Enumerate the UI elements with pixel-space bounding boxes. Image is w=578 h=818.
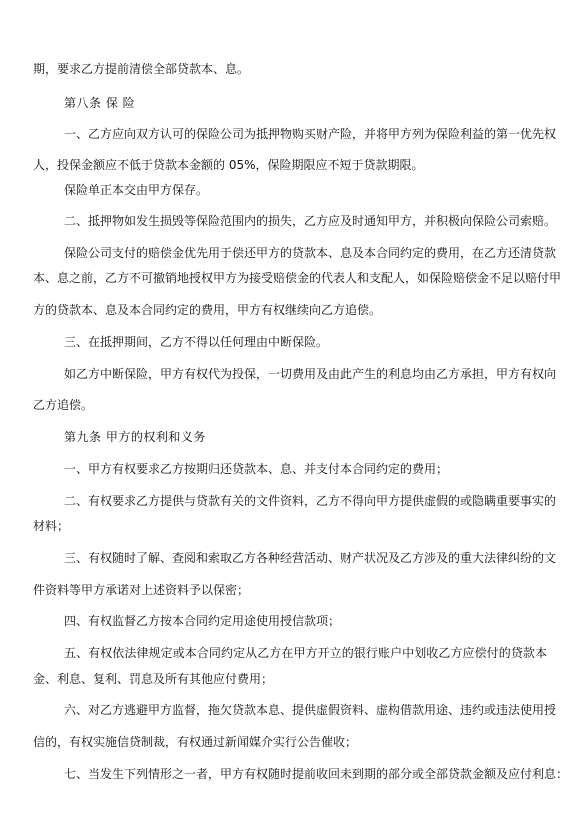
text-line: 期，要求乙方提前清偿全部贷款本、息。 (33, 62, 250, 76)
text-line: 四、有权监督乙方按本合同约定用途使用授信款项； (64, 614, 341, 628)
text-line: 六、对乙方逃避甲方监督，拖欠贷款本息、提供虚假资料、虚构借款用途、违约或违法使用授 (64, 703, 557, 717)
text-line: 二、抵押物如发生损毁等保险范围内的损失，乙方应及时通知甲方，并积极向保险公司索赔。 (64, 214, 557, 228)
text-line: 方的贷款本、息及本合同约定的费用，甲方有权继续向乙方追偿。 (33, 303, 382, 317)
text-line: 信的，有权实施信贷制裁，有权通过新闻媒介实行公告催收； (33, 735, 358, 749)
text-line: 保险公司支付的赔偿金优先用于偿还甲方的贷款本、息及本合同约定的费用，在乙方还清贷款 (64, 246, 557, 260)
text-line: 金、利息、复利、罚息及所有其他应付费用； (33, 672, 274, 686)
text-line: 一、甲方有权要求乙方按期归还贷款本、息、并支付本合同约定的费用； (64, 462, 449, 476)
text-line: 乙方追偿。 (33, 398, 94, 412)
text-line: 五、有权依法律规定或本合同约定从乙方在甲方开立的银行账户中划收乙方应偿付的贷款本 (64, 646, 547, 660)
text-line: 材料； (33, 519, 70, 533)
section-heading: 第八条 保 险 (64, 96, 136, 110)
section-heading: 第九条 甲方的权利和义务 (64, 430, 206, 444)
text-line: 本、息之前，乙方不可撤销地授权甲方为接受赔偿金的代表人和支配人，如保险赔偿金不足以赔付甲 (33, 271, 562, 285)
text-line: 七、当发生下列情形之一者，甲方有权随时提前收回未到期的部分或全部贷款金额及应付利息： (64, 767, 569, 781)
text-line: 如乙方中断保险，甲方有权代为投保，一切费用及由此产生的利息均由乙方承担，甲方有权向 (64, 367, 557, 381)
text-line: 三、在抵押期间，乙方不得以任何理由中断保险。 (64, 335, 329, 349)
text-line: 件资料等甲方承诺对上述资料予以保密； (33, 583, 250, 597)
text-line: 一、乙方应向双方认可的保险公司为抵押物购买财产险，并将甲方列为保险利益的第一优先权 (64, 127, 557, 141)
text-line: 保险单正本交由甲方保存。 (64, 183, 209, 197)
text-line: 二、有权要求乙方提供与贷款有关的文件资料，乙方不得向甲方提供虚假的或隐瞒重要事实的 (64, 494, 557, 508)
text-line: 人，投保金额应不低于贷款本金额的 05%，保险期限应不短于贷款期限。 (33, 158, 424, 172)
text-line: 三、有权随时了解、查阅和索取乙方各种经营活动、财产状况及乙方涉及的重大法律纠纷的文 (64, 551, 557, 565)
